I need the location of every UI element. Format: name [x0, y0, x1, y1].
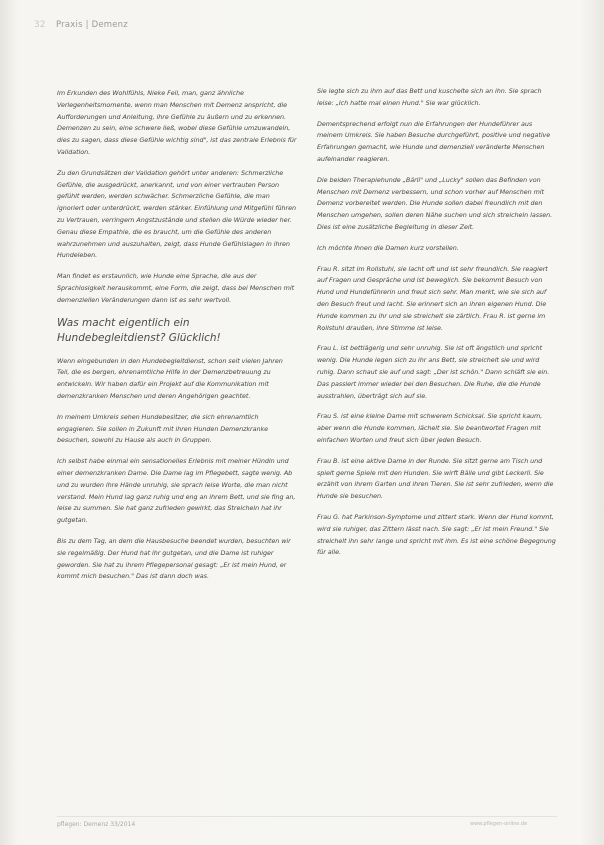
body-paragraph: Frau G. hat Parkinson-Symptome und zittert stark. Wenn der Hund kommt, wird sie ruhiger, das Zittern lässt nach. Sie sagt: „Er ist mein Freund." Sie streichelt ihn sehr lange und spricht mit ihm. Es ist eine schöne Begegnung für alle. — [317, 512, 556, 557]
running-header — [34, 20, 128, 30]
body-paragraph: Frau B. ist eine aktive Dame in der Runde. Sie sitzt gerne am Tisch und spielt gerne Spiele mit den Hunden. Sie wirft Bälle und gibt Leckerli. Sie erzählt von ihrem Garten und ihren Tieren. Sie ist sehr zufrieden, wenn die Hunde sie besuchen. — [317, 456, 554, 501]
section-heading: Was macht eigentlich ein Hundebegleitdienst? Glücklich! — [57, 316, 221, 344]
body-paragraph: Wenn eingebunden in den Hundebegleitdienst, schon seit vielen Jahren Teil, die es bergen, ehrenamtliche Hilfe in der Demenzbetreuung zu entwickeln. Wir haben dafür ein Projekt auf die Kommunikation mit demenzkranken Menschen und deren Angehörigen geachtet. — [57, 356, 283, 400]
footer-issue: pflegen: Demenz 33/2014 — [57, 821, 136, 828]
body-paragraph: Bis zu dem Tag, an dem die Hausbesuche beendet wurden, besuchten wir sie regelmäßig. Der Hund hat ihr gutgetan, und die Dame ist ruhiger geworden. Sie hat zu ihrem Pflegepersonal gesagt: „Er ist mein Hund, er kommt mich besuchen." Das ist dann doch was. — [57, 536, 291, 581]
section-title: Praxis | Demenz — [56, 20, 128, 30]
body-paragraph: Im Erkunden des Wohlfühls, Nieke Feil, man, ganz ähnliche Verlegenheitsmomente, wenn man Menschen mit Demenz anspricht, die Aufforderungen und Anleitung, ihre Gefühle zu äußern und zu erkennen. Demenzen zu sein, eine schwere ließ, wobei diese Gefühle umzuwandeln, dies zu sagen, dass diese Gefühle wichtig sind", ist das zentrale Erlebnis für Validation. — [57, 89, 297, 156]
body-paragraph: Dementsprechend erfolgt nun die Erfahrungen der Hundeführer aus meinem Umkreis. Sie haben Besuche durchgeführt, positive und negative Erfahrungen gemacht, wie Hunde und demenziell veränderte Menschen aufeinander reagieren. — [317, 119, 551, 163]
footer-url: www.pflegen-online.de — [470, 821, 528, 827]
body-paragraph: In meinem Umkreis sehen Hundebesitzer, die sich ehrenamtlich engagieren. Sie sollen in Zukunft mit ihren Hunden Demenzkranke besuchen, sowohl zu Hause als auch in Gruppen. — [57, 412, 269, 445]
body-paragraph: Zu den Grundsätzen der Validation gehört unter anderen: Schmerzliche Gefühle, die ausgedrückt, anerkannt, und von einer vertrauten Person gefühlt werden, werden schwächer. Schmerzliche Gefühle, die man ignoriert oder unterdrückt, werden stärker. Einfühlung und Mitgefühl führen zu Vertrauen, verringern Angstzustände und stellen die Würde wieder her. Genau diese Empathie, die es braucht, um die Gefühle des anderen wahrzunehmen und auszuhalten, zeigt, dass Hunde Gefühlslagen in ihren Hundeleben. — [57, 168, 297, 260]
body-paragraph: Ich möchte Ihnen die Damen kurz vorstellen. — [317, 243, 459, 252]
body-paragraph: Sie legte sich zu ihm auf das Bett und kuschelte sich an ihn. Sie sprach leise: „Ich hatte mal einen Hund." Sie war glücklich. — [317, 87, 542, 107]
page-number: 32 — [34, 20, 46, 30]
body-paragraph: Die beiden Therapiehunde „Bärli" und „Lucky" sollen das Befinden von Menschen mit Demenz verbessern, und schon vorher auf Menschen mit Demenz vorbereitet werden. Die Hunde sollen dabei freundlich mit den Menschen umgehen, sollen deren Nähe suchen und sich streicheln lassen. Dies ist eine zusätzliche Begleitung in dieser Zeit. — [317, 175, 553, 231]
body-paragraph: Ich selbst habe einmal ein sensationelles Erlebnis mit meiner Hündin und einer demenzkranken Dame. Die Dame lag im Pflegebett, sagte wenig. Ab und zu wurden ihre Hände unruhig, sie sprach leise Worte, die man nicht verstand. Mein Hund lag ganz ruhig und eng an ihrem Bett, und sie fing an, leise zu summen. Sie hat ganz zufrieden gewirkt, das Streicheln hat ihr gutgetan. — [57, 457, 296, 525]
right-column — [317, 86, 557, 568]
body-paragraph: Frau S. ist eine kleine Dame mit schwerem Schicksal. Sie spricht kaum, aber wenn die Hunde kommen, lächelt sie. Sie beantwortet Fragen mit einfachen Worten und freut sich über jeden Besuch. — [317, 412, 543, 444]
body-paragraph: Frau R. sitzt im Rollstuhl, sie lacht oft und ist sehr freundlich. Sie reagiert auf Fragen und Gespräche und ist beweglich. Sie bekommt Besuch von Hund und Hundeführerin und freut sich sehr. Man merkt, wie sie sich auf den Besuch freut und lacht. Sie erinnert sich an ihren eigenen Hund. Die Hunde kommen zu ihr und sie streichelt sie zärtlich. Frau R. ist gerne im Rollstuhl draußen, ihre Stimme ist leise. — [317, 264, 548, 332]
body-paragraph: Frau L. ist bettlägerig und sehr unruhig. Sie ist oft ängstlich und spricht wenig. Die Hunde legen sich zu ihr ans Bett, sie streichelt sie und wird ruhig. Dann schaut sie auf und sagt: „Der ist schön." Dann schläft sie ein. Das passiert immer wieder bei den Besuchen. Die Ruhe, die die Hunde ausstrahlen, überträgt sich auf sie. — [317, 344, 550, 400]
footer-rule — [57, 816, 557, 817]
left-column — [57, 88, 297, 592]
body-paragraph: Man findet es erstaunlich, wie Hunde eine Sprache, die aus der Sprachlosigkeit herauskommt, eine Form, die zeigt, dass bei Menschen mit demenziellen Veränderungen dann ist es sehr wertvoll. — [57, 272, 295, 304]
